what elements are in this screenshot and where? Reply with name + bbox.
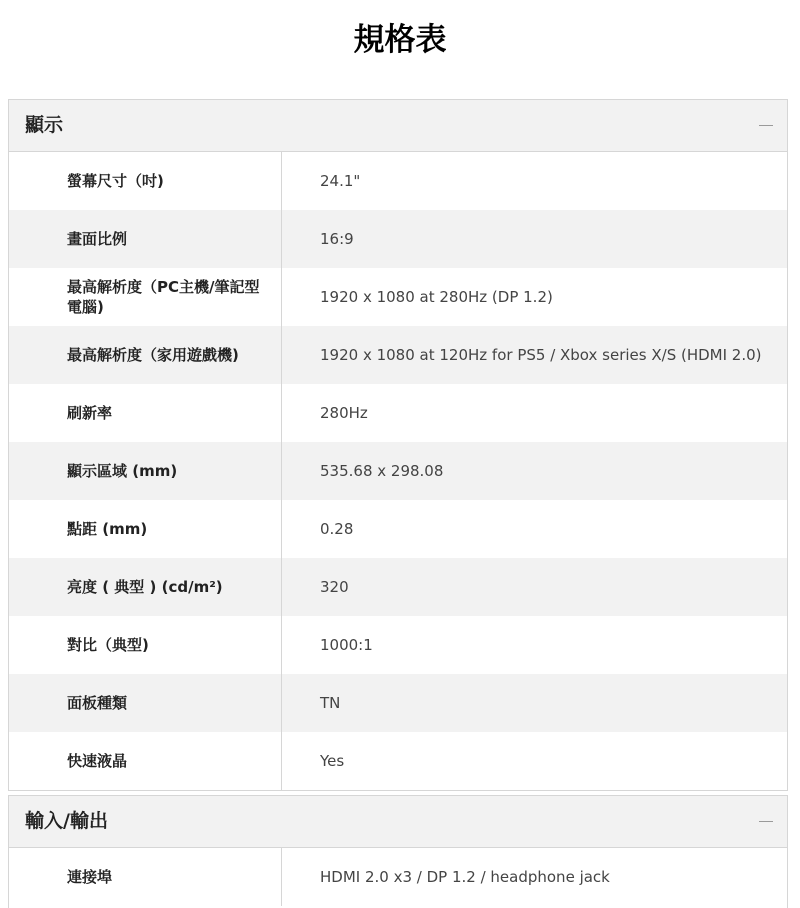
section-title: 顯示 [25,114,64,136]
spec-section-io [8,795,788,908]
spec-label: 快速液晶 [9,732,282,790]
spec-value: 24.1" [320,172,361,190]
spec-value: 535.68 x 298.08 [320,462,444,480]
minus-icon[interactable] [759,821,773,822]
spec-row [9,732,787,790]
spec-row [9,558,787,616]
spec-value: HDMI 2.0 x3 / DP 1.2 / headphone jack [320,868,610,886]
section-header-display[interactable] [9,100,787,152]
spec-row [9,616,787,674]
spec-row [9,674,787,732]
section-header-io[interactable] [9,796,787,848]
spec-value: 1000:1 [320,636,373,654]
spec-value: TN [320,694,341,712]
spec-label: 螢幕尺寸（吋) [9,152,282,210]
page-title: 規格表 [353,22,447,58]
spec-label: 連接埠 [9,848,282,906]
spec-row [9,152,787,210]
spec-label: 最高解析度（家用遊戲機) [9,326,282,384]
spec-label: 對比（典型) [9,616,282,674]
section-title: 輸入/輸出 [25,810,108,832]
spec-label: 顯示區域 (mm) [9,442,282,500]
spec-value: 320 [320,578,349,596]
spec-value: 1920 x 1080 at 280Hz (DP 1.2) [320,288,553,306]
spec-label: 刷新率 [9,384,282,442]
spec-label: 畫面比例 [9,210,282,268]
minus-icon[interactable] [759,125,773,126]
spec-value: 280Hz [320,404,368,422]
spec-row [9,210,787,268]
spec-row [9,384,787,442]
spec-label: 面板種類 [9,674,282,732]
spec-label: 點距 (mm) [9,500,282,558]
spec-row [9,848,787,906]
spec-row [9,442,787,500]
spec-value: Yes [320,752,345,770]
spec-value: 1920 x 1080 at 120Hz for PS5 / Xbox series X/S (HDMI 2.0) [320,346,762,364]
spec-row [9,500,787,558]
spec-label: 最高解析度（PC主機/筆記型電腦) [9,268,282,326]
spec-row [9,326,787,384]
spec-value: 0.28 [320,520,354,538]
spec-row [9,268,787,326]
spec-label: 亮度 ( 典型 ) (cd/m²) [9,558,282,616]
spec-value: 16:9 [320,230,354,248]
spec-section-display [8,99,788,791]
